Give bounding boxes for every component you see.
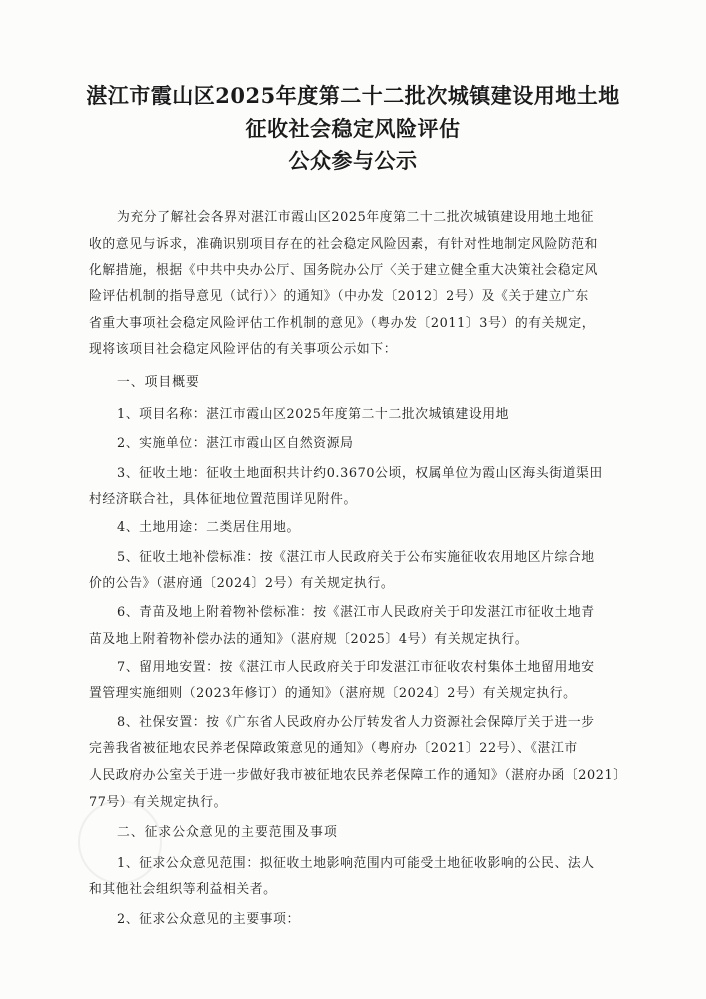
list-item-land-acquisition: 3、征收土地：征收土地面积共计约0.3670公顷，权属单位为霞山区海头街道渠田 [117,466,603,481]
paragraph-line: 和其他社会组织等利益相关者。 [89,882,277,897]
paragraph-line: 为充分了解社会各界对湛江市霞山区2025年度第二十二批次城镇建设用地土地征 [117,210,595,225]
paragraph-line: 苗及地上附着物补偿办法的通知》（湛府规〔2025〕4号）有关规定执行。 [89,632,529,647]
document-title-line-1: 湛江市霞山区2025年度第二十二批次城镇建设用地土地 [86,83,620,108]
list-item-compensation-standard: 5、征收土地补偿标准：按《湛江市人民政府关于公布实施征收农用地区片综合地 [117,550,595,565]
paragraph-line: 收的意见与诉求，准确识别项目存在的社会稳定风险因素，有针对性地制定风险防范和 [89,237,599,252]
paragraph-line: 现将该项目社会稳定风险评估的有关事项公示如下： [89,342,398,357]
paragraph-line: 村经济联合社，具体征地位置范围详见附件。 [89,492,357,507]
list-item-implementing-unit: 2、实施单位：湛江市霞山区自然资源局 [117,436,354,451]
paragraph-line: 价的公告》（湛府通〔2024〕2号）有关规定执行。 [89,576,395,591]
list-item-land-use: 4、土地用途：二类居住用地。 [117,520,300,535]
paragraph-line: 省重大事项社会稳定风险评估工作机制的意见》（粤办发〔2011〕3号）的有关规定， [89,316,596,331]
section-heading-public-opinion: 二、征求公众意见的主要范围及事项 [117,825,338,840]
list-item-social-security: 8、社保安置：按《广东省人民政府办公厅转发省人力资源社会保障厅关于进一步 [117,715,595,730]
list-item-crop-compensation: 6、青苗及地上附着物补偿标准：按《湛江市人民政府关于印发湛江市征收土地青 [117,605,595,620]
paragraph-line: 化解措施，根据《中共中央办公厅、国务院办公厅〈关于建立健全重大决策社会稳定风 [89,263,599,278]
paragraph-line: 置管理实施细则（2023年修订）的通知》（湛府规〔2024〕2号）有关规定执行。 [89,686,577,701]
paragraph-line: 人民政府办公室关于进一步做好我市被征地农民养老保障工作的通知》（湛府办函〔2021〕 [89,768,627,783]
list-item-opinion-matters: 2、征求公众意见的主要事项： [117,912,300,927]
faint-seal-mark [78,800,162,884]
paragraph-line: 77号）有关规定执行。 [89,795,228,810]
list-item-opinion-scope: 1、征求公众意见范围：拟征收土地影响范围内可能受土地征收影响的公民、法人 [117,856,595,871]
document-title-line-2: 征收社会稳定风险评估 [245,116,461,141]
list-item-reserved-land: 7、留用地安置：按《湛江市人民政府关于印发湛江市征收农村集体土地留用地安 [117,660,595,675]
section-heading-project-overview: 一、项目概要 [117,375,200,390]
document-title-line-3: 公众参与公示 [288,148,418,173]
paragraph-line: 险评估机制的指导意见（试行）〉的通知》（中办发〔2012〕2号）及《关于建立广东 [89,289,589,304]
list-item-project-name: 1、项目名称：湛江市霞山区2025年度第二十二批次城镇建设用地 [117,407,510,422]
paragraph-line: 完善我省被征地农民养老保障政策意见的通知》（粤府办〔2021〕22号）、《湛江市 [89,741,578,756]
